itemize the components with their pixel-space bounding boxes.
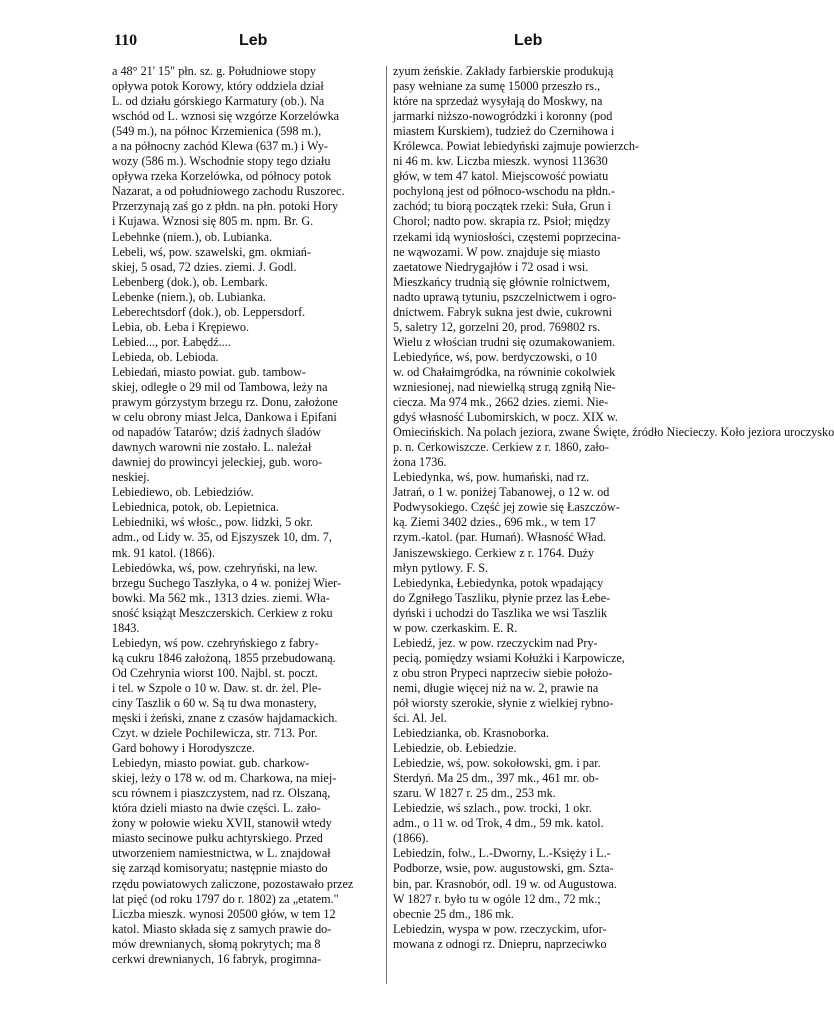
text-line: zaetatowe Niedrygajłów i 72 osad i wsi. [393, 259, 589, 274]
text-line: dnictwem. Fabryk sukna jest dwie, cukrowni [393, 304, 612, 319]
running-head-left: Leb [239, 32, 268, 49]
text-line: pół wiorsty szerokie, słynie z wielkiej rybno- [393, 695, 614, 710]
text-line: się zarząd komisoryatu; następnie miasto do [112, 861, 328, 876]
text-line: zyum żeńskie. Zakłady farbierskie produkują [393, 64, 614, 78]
text-line: pochyloną jest od północo-wschodu na płdn.- [393, 184, 616, 199]
text-line: skiej, odległe o 29 mil od Tambowa, leży na [112, 379, 328, 394]
text-line: mk. 91 katol. (1866). [112, 545, 215, 560]
text-line: ciny Taszlik o 60 w. Są tu dwa monastery, [112, 695, 317, 710]
text-line: (1866). [393, 831, 429, 846]
text-line: Leberechtsdorf (dok.), ob. Leppersdorf. [112, 304, 306, 319]
text-line: prawym górzystym brzegu rz. Donu, założone [112, 395, 338, 410]
text-line: i Kujawa. Wznosi się 805 m. npm. Br. G. [112, 214, 314, 229]
text-line: pecią, pomiędzy wsiami Kołużki i Karpowicze, [393, 650, 625, 665]
text-line: do Zgniłego Taszliku, płynie przez las Łebe- [393, 590, 611, 605]
text-line: Lebiedzie, wś, pow. sokołowski, gm. i par. [393, 756, 601, 771]
text-line: Lebiedyn, miasto powiat. gub. charkow- [112, 756, 310, 771]
text-line: Lebiedynka, Łebiedynka, potok wpadający [393, 575, 604, 590]
text-line: Chorol; nadto pow. skrapia rz. Psioł; między [393, 214, 611, 229]
text-line: Lebiediewo, ob. Lebiedziów. [112, 485, 254, 500]
text-line: Podwysokiego. Część jej zowie się Łaszczów- [393, 500, 620, 515]
text-line: a 48° 21' 15" płn. sz. g. Południowe stopy [112, 64, 316, 78]
text-line: Podborze, wsie, pow. augustowski, gm. Szta- [393, 861, 614, 876]
text-line: Lebiedynka, wś, pow. humański, nad rz. [393, 470, 590, 485]
text-line: wzniesionej, nad niewielką strugą zgniłą Nie- [393, 379, 616, 394]
text-line: (549 m.), na północ Krzemienica (598 m.), [112, 124, 322, 139]
text-line: skiej, 5 osad, 72 dzies. ziemi. J. Godl. [112, 259, 297, 274]
text-line: nemi, długie więcej niż na w. 2, prawie na [393, 680, 599, 695]
text-line: zachód; tu biorą początek rzeki: Suła, Grun i [393, 199, 611, 214]
text-line: Lebiednica, potok, ob. Lepietnica. [112, 500, 279, 515]
text-line: utworzeniem namiestnictwa, w L. znajdował [112, 846, 331, 861]
text-line: gdyś własność Lubomirskich, w pocz. XIX w. [393, 410, 618, 425]
text-line: rzym.-katol. (par. Humań). Własność Wład. [393, 530, 607, 545]
text-line: L. od działu górskiego Karmatury (ob.). Na [112, 94, 325, 109]
text-line: Omiecińskich. Na polach jeziora, zwane Święte, źródło Niecieczy. Koło jeziora uroczysko [393, 425, 834, 440]
text-line: Lebiedź, jez. w pow. rzeczyckim nad Pry- [393, 635, 598, 650]
text-line: mów drewnianych, słomą pokrytych; ma 8 [112, 936, 321, 951]
text-line: i tel. w Szpole o 10 w. Daw. st. dr. żel. Ple- [112, 680, 322, 695]
text-line: Lebiedyńce, wś, pow. berdyczowski, o 10 [393, 349, 597, 364]
text-line: jarmarki niższo-nowogródzki i koronny (pod [393, 109, 613, 124]
text-line: w celu obrony miast Jelca, Dankowa i Epifani [112, 410, 337, 425]
page-header [114, 32, 636, 54]
text-line: Lebenberg (dok.), ob. Lembark. [112, 274, 268, 289]
text-line: szaru. W 1827 r. 25 dm., 253 mk. [393, 786, 556, 801]
text-line: ką cukru 1846 założoną, 1855 przebudowaną. [112, 650, 336, 665]
text-line: Lebiedyn, wś pow. czehryńskiego z fabry- [112, 635, 319, 650]
text-line: Lebia, ob. Łeba i Krępiewo. [112, 319, 250, 334]
text-line: Mieszkańcy trudnią się głównie rolnictwem, [393, 274, 610, 289]
text-line: 5, saletry 12, gorzelni 20, prod. 769802 rs. [393, 319, 601, 334]
text-line: mowana z odnogi rz. Dniepru, naprzeciwko [393, 936, 607, 951]
page-number: 110 [114, 32, 138, 49]
text-line: Janiszewskiego. Cerkiew z r. 1764. Duży [393, 545, 595, 560]
text-line: Królewca. Powiat lebiedyński zajmuje powierzch- [393, 139, 640, 154]
text-line: dawnych warowni nie zostało. L. należał [112, 440, 312, 455]
text-line: adm., od Lidy w. 35, od Ejszyszek 10, dm. 7, [112, 530, 332, 545]
text-line: żona 1736. [393, 455, 447, 470]
text-line: w. od Chałaimgródka, na równinie cokolwiek [393, 364, 616, 379]
text-line: Lebieda, ob. Lebioda. [112, 349, 219, 364]
text-line: Lebiedzianka, ob. Krasnoborka. [393, 726, 550, 741]
running-head-right: Leb [514, 32, 543, 49]
text-line: obecnie 25 dm., 186 mk. [393, 906, 514, 921]
text-line: które na sprzedaż wysyłają do Moskwy, na [393, 94, 603, 109]
text-line: ką. Ziemi 3402 dzies., 696 mk., w tem 17 [393, 515, 596, 530]
text-line: Lebiedniki, wś włośc., pow. lidzki, 5 okr. [112, 515, 313, 530]
text-line: Lebiedówka, wś, pow. czehryński, na lew. [112, 560, 318, 575]
text-line: ciecza. Ma 974 mk., 2662 dzies. ziemi. Nie- [393, 395, 609, 410]
text-line: miasto secinowe pułku achtyrskiego. Przed [112, 831, 323, 846]
text-line: od napadów Tatarów; dziś żadnych śladów [112, 425, 322, 440]
text-line: opływa rzeka Korzelówka, od północy potok [112, 169, 332, 184]
text-line: rzekami idą wyniosłości, częstemi poprzecina- [393, 229, 621, 244]
text-line: 1843. [112, 620, 140, 635]
text-line: która dzieli miasto na dwie części. L. zało- [112, 801, 321, 816]
text-line: młyn pytlowy. F. S. [393, 560, 489, 575]
text-line: Lebied..., por. Łabędź.... [112, 334, 231, 349]
right-column [393, 64, 834, 952]
text-line: bowki. Ma 562 mk., 1313 dzies. ziemi. Wła- [112, 590, 330, 605]
text-line: p. n. Cerkowiszcze. Cerkiew z r. 1860, zało- [393, 440, 609, 455]
text-line: scu równem i piaszczystem, nad rz. Olszaną, [112, 786, 331, 801]
text-line: W 1827 r. było tu w ogóle 12 dm., 72 mk.; [393, 891, 601, 906]
text-line: rzędu powiatowych zaliczone, pozostawało przez [112, 876, 354, 891]
text-line: Lebeli, wś, pow. szawelski, gm. okmiań- [112, 244, 311, 259]
text-line: ne wąwozami. W pow. znajduje się miasto [393, 244, 601, 259]
text-line: Lebiedzin, wyspa w pow. rzeczyckim, ufor- [393, 921, 607, 936]
text-line: Lebenke (niem.), ob. Lubianka. [112, 289, 266, 304]
text-line: adm., o 11 w. od Trok, 4 dm., 59 mk. katol. [393, 816, 604, 831]
text-line: męski i żeński, znane z czasów hajdamackich. [112, 711, 338, 726]
text-line: Lebiedań, miasto powiat. gub. tambow- [112, 364, 306, 379]
left-column [112, 64, 387, 967]
text-line: Nazarat, a od południowego zachodu Ruszorec. [112, 184, 345, 199]
text-line: wschód od L. wznosi się wzgórze Korzelówka [112, 109, 340, 124]
text-line: bin, par. Krasnobór, odl. 19 w. od Augustowa. [393, 876, 617, 891]
text-line: Przerzynają zaś go z płdn. na płn. potoki Hory [112, 199, 339, 214]
text-line: Gard bohowy i Horodyszcze. [112, 741, 255, 756]
text-line: cerkwi drewnianych, 16 fabryk, progimna- [112, 951, 322, 966]
text-line: wozy (586 m.). Wschodnie stopy tego działu [112, 154, 331, 169]
text-line: żony w połowie wieku XVII, stanowił wtedy [112, 816, 332, 831]
text-line: Lebiedzie, wś szlach., pow. trocki, 1 okr. [393, 801, 592, 816]
text-line: ni 46 m. kw. Liczba mieszk. wynosi 113630 [393, 154, 608, 169]
text-line: Od Czehrynia wiorst 100. Najbl. st. poczt. [112, 665, 318, 680]
text-line: neskiej. [112, 470, 150, 485]
text-line: Lebiedzie, ob. Łebiedzie. [393, 741, 517, 756]
text-line: pasy wełniane za sumę 15000 przeszło rs., [393, 79, 601, 94]
text-line: sność książąt Meszczerskich. Cerkiew z roku [112, 605, 333, 620]
text-line: nadto uprawą tytuniu, pszczelnictwem i ogro- [393, 289, 617, 304]
text-line: skiej, leży o 178 w. od m. Charkowa, na miej- [112, 771, 337, 786]
text-line: z obu stron Prypeci naprzeciw siebie położo- [393, 665, 613, 680]
text-line: Czyt. w dziele Pochilewicza, str. 713. Por. [112, 726, 318, 741]
text-line: Lebehnke (niem.), ob. Lubianka. [112, 229, 273, 244]
text-line: głów, w tem 47 katol. Miejscowość powiatu [393, 169, 609, 184]
text-line: Lebiedzin, folw., L.-Dworny, L.-Księży i L.- [393, 846, 611, 861]
text-line: Wielu z włościan trudni się ozumakowaniem. [393, 334, 616, 349]
text-line: w pow. czerkaskim. E. R. [393, 620, 518, 635]
text-line: ści. Al. Jel. [393, 711, 447, 726]
text-line: brzegu Suchego Taszłyka, o 4 w. poniżej Wier- [112, 575, 342, 590]
text-line: katol. Miasto składa się z samych prawie do- [112, 921, 332, 936]
text-line: Liczba mieszk. wynosi 20500 głów, w tem 12 [112, 906, 336, 921]
text-line: dyński i uchodzi do Taszlika we wsi Taszlik [393, 605, 608, 620]
text-line: dawniej do prowincyi jeleckiej, gub. woro- [112, 455, 323, 470]
text-line: Sterdyń. Ma 25 dm., 397 mk., 461 mr. ob- [393, 771, 599, 786]
text-line: Jatrań, o 1 w. poniżej Tabanowej, o 12 w. od [393, 485, 610, 500]
text-line: opływa potok Korowy, który oddziela dział [112, 79, 324, 94]
text-line: a na północny zachód Klewa (637 m.) i Wy- [112, 139, 328, 154]
text-line: miastem Kurskiem), tudzież do Czernihowa i [393, 124, 615, 139]
text-line: lat pięć (od roku 1797 do r. 1802) za „etatem." [112, 891, 339, 906]
